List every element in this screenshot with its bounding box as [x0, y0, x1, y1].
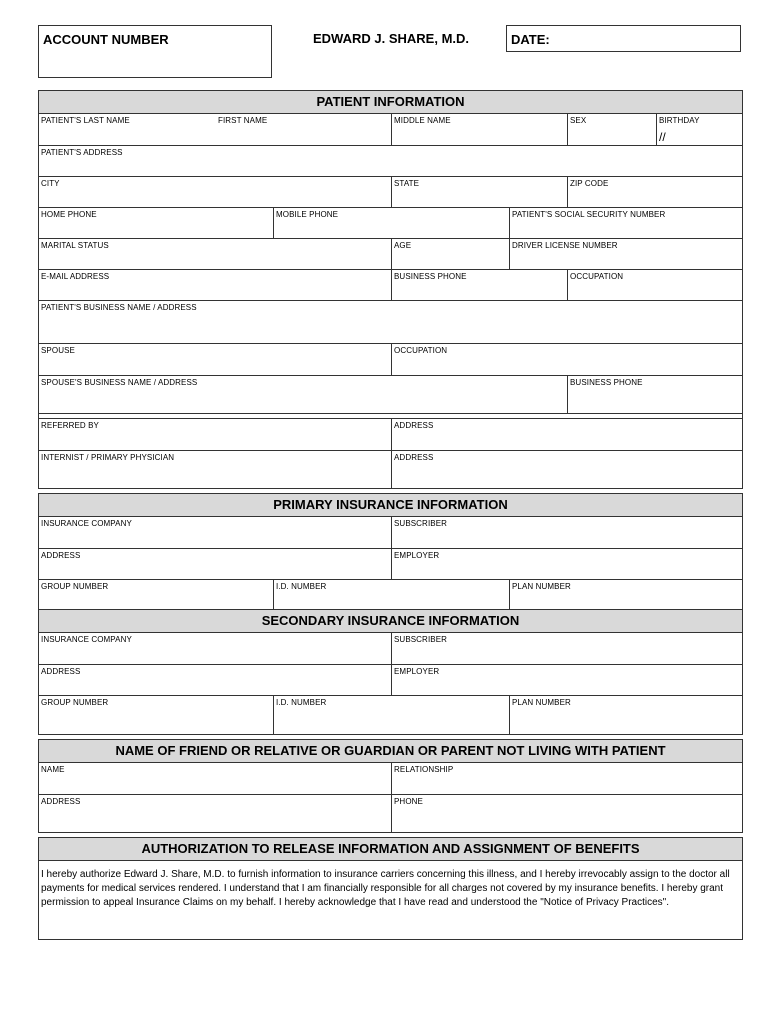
spouse-occupation-field[interactable]: [391, 344, 742, 375]
ssn-field[interactable]: [509, 208, 742, 238]
middle-name-label: MIDDLE NAME: [394, 116, 451, 125]
authorization-text: I hereby authorize Edward J. Share, M.D. to furnish information to insurance carriers concerning this illness, and I hereby irrevocably assign to the doctor all payments for medical services rendered. I understand that I am financially responsible for all charges not covered by my insurance benefits. I hereby grant permission to appeal Insurance Claims on my behalf. I hereby acknowledge that I have read and understood the "Notice of Privacy Practices".: [41, 869, 730, 908]
age-label: AGE: [394, 241, 412, 250]
ssn-label: PATIENT'S SOCIAL SECURITY NUMBER: [512, 210, 666, 219]
last-name-label: PATIENT'S LAST NAME: [41, 116, 130, 125]
secondary-group-row: [39, 695, 742, 734]
secondary-plan-label: PLAN NUMBER: [512, 698, 571, 707]
secondary-company-label: INSURANCE COMPANY: [41, 635, 132, 644]
primary-group-label: GROUP NUMBER: [41, 582, 109, 591]
primary-plan-label: PLAN NUMBER: [512, 582, 571, 591]
primary-group-field[interactable]: [39, 580, 273, 609]
secondary-id-label: I.D. NUMBER: [276, 698, 327, 707]
contact-address-label: ADDRESS: [41, 797, 81, 806]
referred-row: [39, 419, 742, 450]
email-row: [39, 269, 742, 300]
secondary-company-field[interactable]: [39, 633, 391, 664]
contact-section: [38, 739, 743, 833]
contact-name-label: NAME: [41, 765, 65, 774]
date-label: DATE:: [511, 32, 550, 47]
referred-address-field[interactable]: [391, 419, 742, 450]
mobile-phone-field[interactable]: [273, 208, 509, 238]
secondary-subscriber-field[interactable]: [391, 633, 742, 664]
contact-address-row: [39, 794, 742, 832]
primary-company-label: INSURANCE COMPANY: [41, 519, 132, 528]
authorization-title: AUTHORIZATION TO RELEASE INFORMATION AND ASSIGNMENT OF BENEFITS: [39, 838, 742, 861]
phone-row: [39, 207, 742, 238]
internist-field[interactable]: [39, 451, 391, 488]
spouse-section: [38, 343, 743, 414]
contact-relationship-label: RELATIONSHIP: [394, 765, 454, 774]
primary-insurance-title: PRIMARY INSURANCE INFORMATION: [39, 494, 742, 517]
spouse-business-row: [39, 375, 742, 413]
occupation-label: OCCUPATION: [570, 272, 624, 281]
patient-business-name-field[interactable]: [39, 301, 742, 340]
doctor-name: EDWARD J. SHARE, M.D.: [313, 31, 470, 46]
patient-address-field[interactable]: [39, 146, 742, 176]
zip-label: ZIP CODE: [570, 179, 609, 188]
secondary-id-field[interactable]: [273, 696, 509, 734]
referred-address-label: ADDRESS: [394, 421, 434, 430]
account-number-label: ACCOUNT NUMBER: [43, 32, 169, 47]
spouse-row: [39, 344, 742, 375]
primary-id-field[interactable]: [273, 580, 509, 609]
secondary-subscriber-label: SUBSCRIBER: [394, 635, 448, 644]
spouse-field[interactable]: [39, 344, 391, 375]
address-row: [39, 145, 742, 176]
contact-phone-label: PHONE: [394, 797, 423, 806]
contact-address-field[interactable]: [39, 795, 391, 832]
primary-employer-field[interactable]: [391, 549, 742, 579]
marital-row: [39, 238, 742, 269]
state-field[interactable]: [391, 177, 567, 207]
secondary-group-label: GROUP NUMBER: [41, 698, 109, 707]
city-row: [39, 176, 742, 207]
spouse-label: SPOUSE: [41, 346, 75, 355]
email-label: E-MAIL ADDRESS: [41, 272, 110, 281]
contact-title: NAME OF FRIEND OR RELATIVE OR GUARDIAN OR PARENT NOT LIVING WITH PATIENT: [39, 740, 742, 763]
referred-by-label: REFERRED BY: [41, 421, 99, 430]
primary-address-field[interactable]: [39, 549, 391, 579]
secondary-group-field[interactable]: [39, 696, 273, 734]
date-box[interactable]: [506, 25, 741, 52]
home-phone-field[interactable]: [39, 208, 273, 238]
business-phone-field[interactable]: [391, 270, 567, 300]
spouse-business-phone-field[interactable]: [567, 376, 742, 413]
contact-relationship-field[interactable]: [391, 763, 742, 794]
birthday-field[interactable]: [656, 114, 742, 145]
primary-company-row: [39, 517, 742, 548]
occupation-field[interactable]: [567, 270, 742, 300]
primary-subscriber-field[interactable]: [391, 517, 742, 548]
business-phone-label: BUSINESS PHONE: [394, 272, 467, 281]
secondary-employer-label: EMPLOYER: [394, 667, 440, 676]
secondary-employer-field[interactable]: [391, 665, 742, 695]
name-row: [39, 114, 742, 145]
patient-information-title: PATIENT INFORMATION: [39, 91, 742, 114]
authorization-section: [38, 837, 743, 940]
primary-id-label: I.D. NUMBER: [276, 582, 327, 591]
internist-address-label: ADDRESS: [394, 453, 434, 462]
primary-insurance-section: [38, 493, 743, 610]
email-field[interactable]: [39, 270, 391, 300]
referred-by-field[interactable]: [39, 419, 391, 450]
referral-section: [38, 418, 743, 489]
marital-status-label: MARITAL STATUS: [41, 241, 109, 250]
patient-business-name-label: PATIENT'S BUSINESS NAME / ADDRESS: [41, 303, 197, 312]
primary-address-label: ADDRESS: [41, 551, 81, 560]
business-name-row: [39, 300, 742, 340]
city-label: CITY: [41, 179, 60, 188]
secondary-insurance-section: [38, 609, 743, 735]
internist-address-field[interactable]: [391, 451, 742, 488]
driver-license-label: DRIVER LICENSE NUMBER: [512, 241, 618, 250]
secondary-insurance-title: SECONDARY INSURANCE INFORMATION: [39, 610, 742, 633]
primary-subscriber-label: SUBSCRIBER: [394, 519, 448, 528]
city-field[interactable]: [39, 177, 391, 207]
patient-address-label: PATIENT'S ADDRESS: [41, 148, 123, 157]
contact-name-field[interactable]: [39, 763, 391, 794]
secondary-company-row: [39, 633, 742, 664]
age-field[interactable]: [391, 239, 509, 269]
internist-label: INTERNIST / PRIMARY PHYSICIAN: [41, 453, 175, 462]
spouse-business-name-label: SPOUSE'S BUSINESS NAME / ADDRESS: [41, 378, 198, 387]
secondary-plan-field[interactable]: [509, 696, 742, 734]
first-name-field[interactable]: [216, 114, 391, 145]
primary-group-row: [39, 579, 742, 609]
primary-employer-label: EMPLOYER: [394, 551, 440, 560]
secondary-address-field[interactable]: [39, 665, 391, 695]
primary-company-field[interactable]: [39, 517, 391, 548]
sex-field[interactable]: [567, 114, 656, 145]
mobile-phone-label: MOBILE PHONE: [276, 210, 339, 219]
secondary-address-row: [39, 664, 742, 695]
spouse-occupation-label: OCCUPATION: [394, 346, 448, 355]
sex-label: SEX: [570, 116, 587, 125]
primary-plan-field[interactable]: [509, 580, 742, 609]
marital-status-field[interactable]: [39, 239, 391, 269]
middle-name-field[interactable]: [391, 114, 567, 145]
contact-name-row: [39, 763, 742, 794]
birthday-value: //: [659, 130, 666, 144]
zip-field[interactable]: [567, 177, 742, 207]
internist-row: [39, 450, 742, 488]
first-name-label: FIRST NAME: [218, 116, 268, 125]
secondary-address-label: ADDRESS: [41, 667, 81, 676]
state-label: STATE: [394, 179, 420, 188]
driver-license-field[interactable]: [509, 239, 742, 269]
spouse-business-phone-label: BUSINESS PHONE: [570, 378, 643, 387]
primary-address-row: [39, 548, 742, 579]
home-phone-label: HOME PHONE: [41, 210, 97, 219]
contact-phone-field[interactable]: [391, 795, 742, 832]
account-number-box[interactable]: [38, 25, 272, 78]
birthday-label: BIRTHDAY: [659, 116, 700, 125]
spouse-business-name-field[interactable]: [39, 376, 567, 413]
